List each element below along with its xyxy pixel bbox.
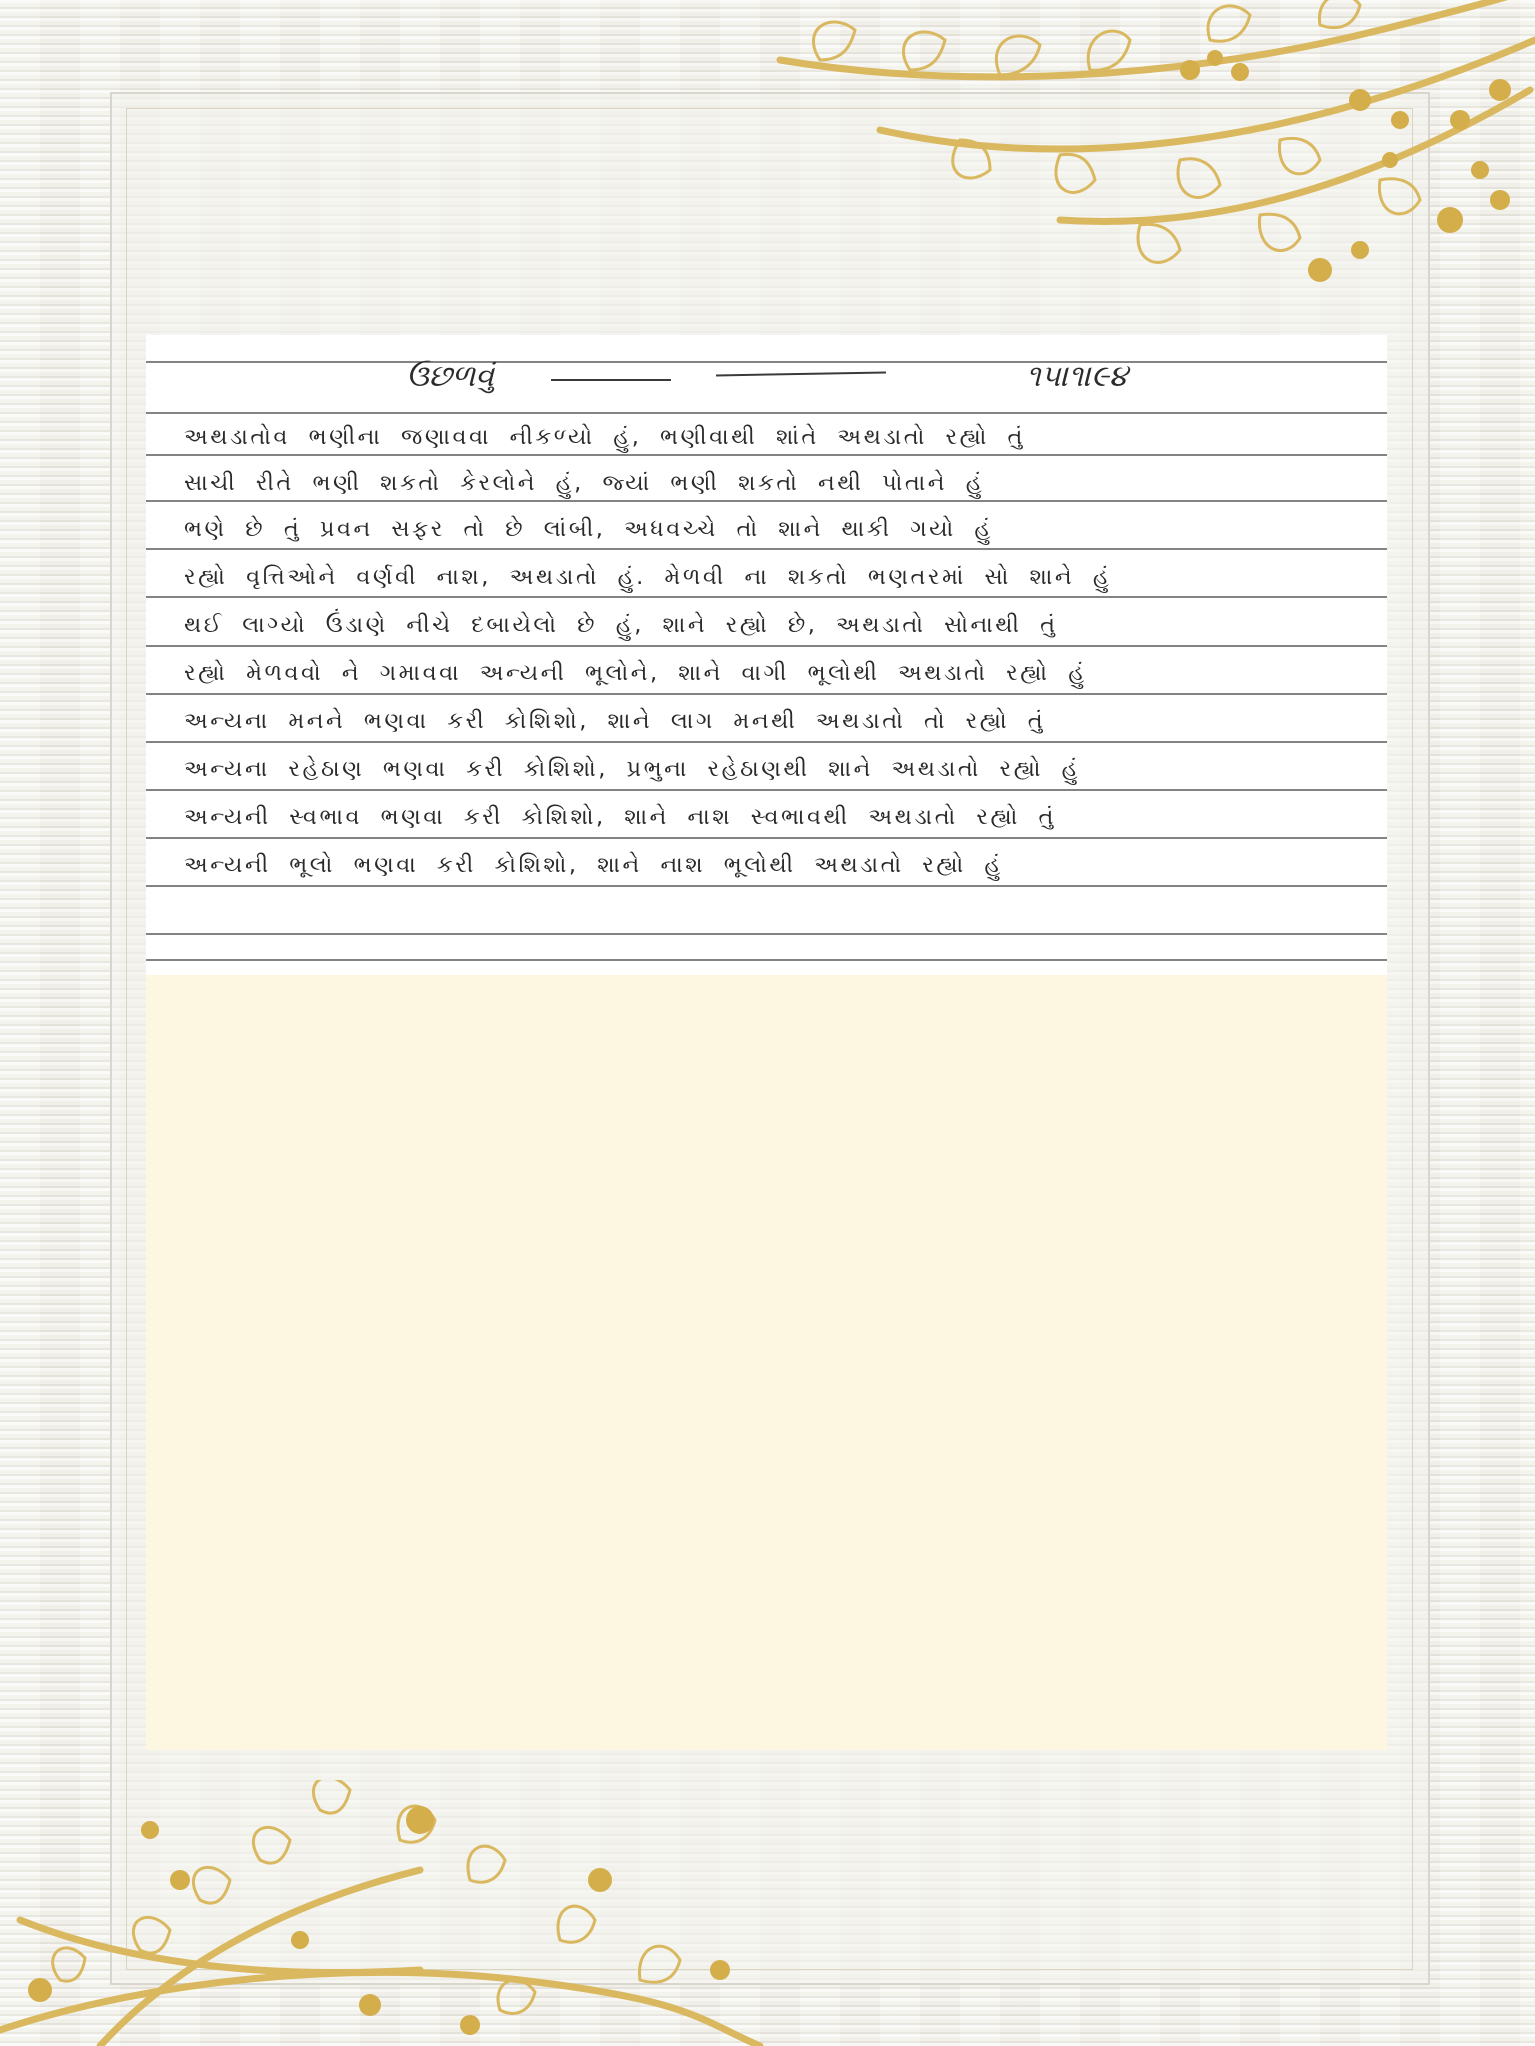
text-line-9: અન્યની સ્વભાવ ભણવા કરી કોશિશો, શાને નાશ સ્વભાવથી અથડાતો રહ્યો તું — [184, 804, 1056, 830]
text-line-10: અન્યની ભૂલો ભણવા કરી કોશિશો, શાને નાશ ભૂલોથી અથડાતો રહ્યો હું — [184, 852, 1003, 878]
text-line-4: રહ્યો વૃત્તિઓને વર્ણવી નાશ, અથડાતો હું. મેળવી ના શકતો ભણતરમાં સો શાને હું — [184, 564, 1112, 590]
header-title: ઉછળવું — [406, 359, 494, 394]
gold-branch-top-icon — [760, 0, 1535, 310]
handwritten-page — [146, 335, 1387, 975]
text-line-2: સાચી રીતે ભણી શકતો કેરલોને હું, જ્યાં ભણી શકતો નથી પોતાને હું — [184, 470, 985, 496]
text-line-1: અથડાતોવ ભણીના જણાવવા નીકળ્યો હું, ભણીવાથી શાંતે અથડાતો રહ્યો તું — [184, 424, 1025, 450]
header-row — [146, 353, 1387, 397]
text-line-3: ભણે છે તું પ્રવન સફર તો છે લાંબી, અધવચ્ચે તો શાને થાકી ગયો હું — [184, 516, 993, 542]
strike-line — [551, 379, 671, 381]
text-line-6: રહ્યો મેળવવો ને ગમાવવા અન્યની ભૂલોને, શાને વાગી ભૂલોથી અથડાતો રહ્યો હું — [184, 660, 1087, 686]
text-line-8: અન્યના રહેઠાણ ભણવા કરી કોશિશો, પ્રભુના રહેઠાણથી શાને અથડાતો રહ્યો હું — [184, 756, 1081, 782]
text-line-7: અન્યના મનને ભણવા કરી કોશિશો, શાને લાગ મનથી અથડાતો તો રહ્યો તું — [184, 708, 1046, 734]
strike-line — [716, 372, 886, 377]
text-line-5: થઈ લાગ્યો ઉંડાણે નીચે દબાયેલો છે હું, શાને રહ્યો છે, અથડાતો સોનાથી તું — [184, 612, 1058, 638]
header-date: ૧૫।૧।૯૪ — [1026, 359, 1128, 394]
gold-branch-bottom-icon — [0, 1780, 780, 2046]
